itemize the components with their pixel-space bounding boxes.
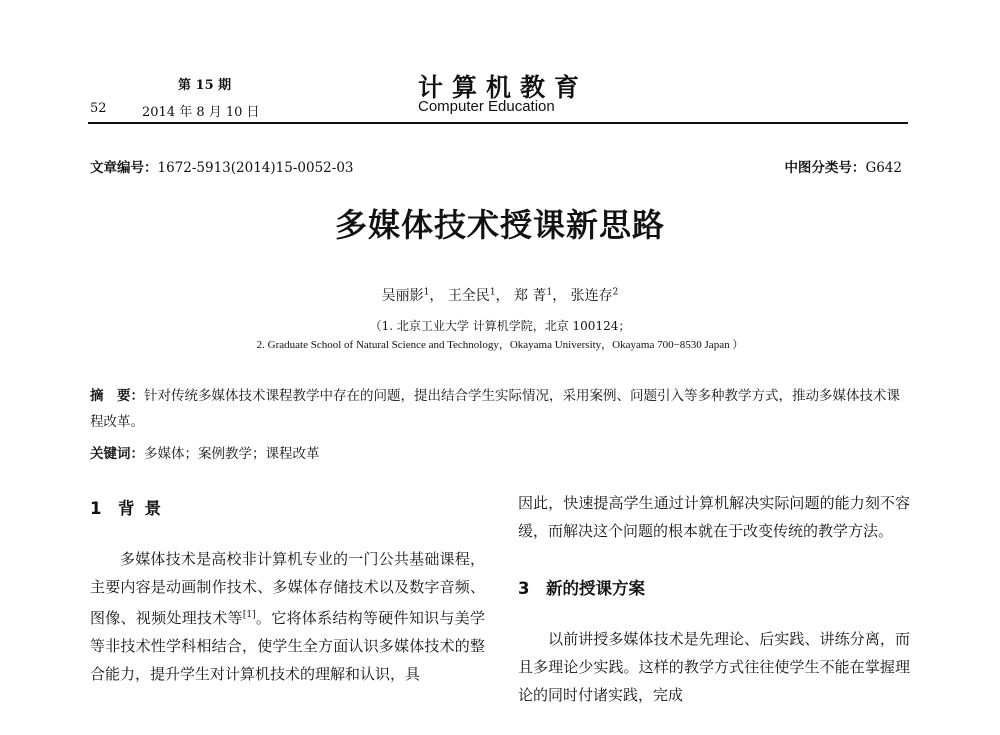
author-list: 吴丽影$^1$， 王全民$^1$， 郑 菁$^1$， 张连存$^2$ (381, 287, 619, 304)
author-name: 张连存 (570, 288, 613, 304)
journal-title-en: Computer Education (418, 98, 555, 115)
section-heading (518, 575, 910, 599)
header-rule (88, 122, 908, 124)
body-paragraph: 因此，快速提高学生通过计算机解决实际问题的能力刻不容缓，而解决这个问题的根本就在于改变传统的教学方法。 (518, 494, 910, 540)
section-number: 3 (518, 579, 530, 598)
section-title: 新的授课方案 (546, 579, 645, 598)
section-number: 1 (90, 499, 112, 518)
body-paragraph: 以前讲授多媒体技术是先理论、后实践、讲练分离，而且多理论少实践。这样的教学方式往往使学生不能在掌握理论的同时付诸实践，完成 (518, 630, 910, 704)
author-name: 吴丽影 (381, 288, 424, 304)
affiliation-2: 2. Graduate School of Natural Science and Technology，Okayama University，Okayama 700−8530 Japan ） (256, 339, 744, 351)
paragraph-text: 。它将体系结构等硬件知识与美学等非技术性学科相结合，使学生全方面认识多媒体技术的整合能力，提升学生对计算机技术的理解和认识，具 (90, 609, 485, 683)
author-affil-mark: 2 (612, 287, 619, 298)
citation-ref: [1] (242, 610, 256, 620)
keywords-text: 多媒体；案例教学；课程改革 (144, 446, 320, 462)
issue-date: 2014 年 8 月 10 日 (142, 105, 260, 120)
keywords (90, 442, 320, 462)
article-id-label: 文章编号： (90, 160, 158, 176)
page-number: 52 (90, 101, 107, 116)
author-affil-mark: 1 (423, 287, 430, 298)
classification-id (784, 156, 902, 176)
affiliation-1: （1. 北京工业大学 计算机学院，北京 100124； (369, 319, 631, 333)
body-paragraph (90, 545, 485, 688)
abstract (90, 383, 908, 435)
left-column (90, 495, 485, 688)
author-name: 郑 菁 (514, 288, 547, 304)
article-id (90, 156, 354, 176)
section-heading (90, 495, 485, 519)
paper-title: 多媒体技术授课新思路 (334, 206, 665, 244)
journal-title-cn: 计算机教育 (418, 73, 589, 102)
keywords-label: 关键词： (90, 446, 144, 462)
issue-number: 第 15 期 (178, 78, 232, 93)
abstract-text: 针对传统多媒体技术课程教学中存在的问题，提出结合学生实际情况，采用案例、问题引入等多种教学方式，推动多媒体技术课程改革。 (90, 388, 900, 430)
abstract-label: 摘 要： (90, 388, 144, 404)
right-column (518, 495, 910, 709)
author-affil-mark: 1 (546, 287, 553, 298)
section-title: 背景 (118, 499, 171, 518)
class-id-value: G642 (865, 160, 902, 176)
article-id-value: 1672-5913(2014)15-0052-03 (157, 160, 354, 176)
class-id-label: 中图分类号： (784, 160, 866, 176)
paragraph-text: 多媒体技术是高校非计算机专业的一门公共基础课程，主要内容是动画制作技术、多媒体存储技术以及数字音频、图像、视频处理技术等 (90, 550, 485, 627)
author-name: 王全民 (447, 288, 490, 304)
author-affil-mark: 1 (489, 287, 496, 298)
